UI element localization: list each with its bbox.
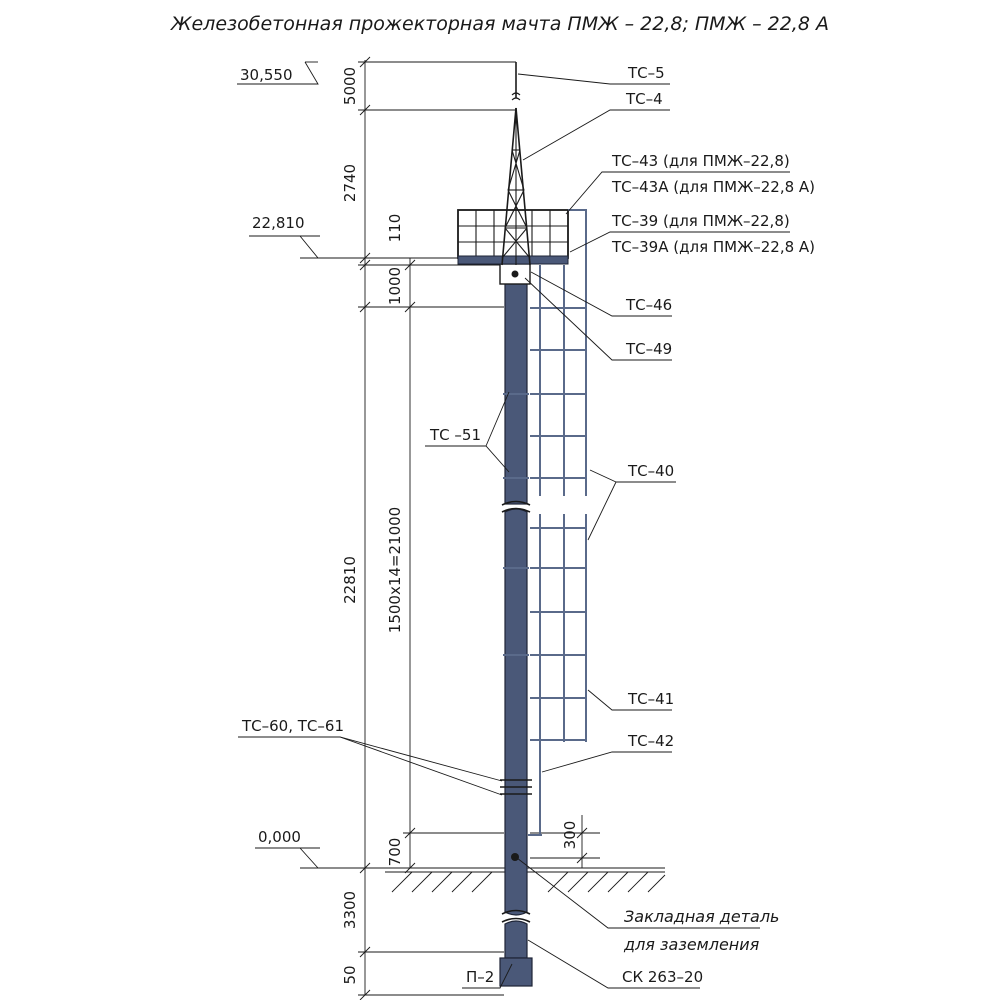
callout-tc51: ТС –51 [430,426,481,444]
callout-embedded-detail: Закладная деталь [624,907,780,926]
elevation-top-label: 30,550 [240,66,293,84]
callout-grounding: для заземления [624,935,760,954]
dim-700: 700 [386,837,404,867]
drawing-title: Железобетонная прожекторная мачта ПМЖ – 22,8; ПМЖ – 22,8 А [171,13,829,35]
callout-ck263: СК 263–20 [622,968,704,986]
callout-tc42: ТС–42 [628,732,675,750]
callout-tc41: ТС–41 [628,690,675,708]
callout-tc49: ТС–49 [626,340,673,358]
callout-tc4: ТС–4 [626,90,663,108]
callout-tc5: ТС–5 [628,64,665,82]
dim-50: 50 [341,965,359,985]
ladder-cage [528,265,586,835]
dim-2740: 2740 [341,163,359,203]
dim-22810: 22810 [341,556,359,604]
elevation-platform-label: 22,810 [252,214,305,232]
dim-110: 110 [386,213,404,243]
elevation-mark-platform [249,214,320,258]
elevation-mark-top [237,62,318,84]
callout-tc60-61: ТС–60, ТС–61 [242,717,344,735]
callout-tc43: ТС–43 (для ПМЖ–22,8) [612,152,790,170]
callout-tc43a: ТС–43А (для ПМЖ–22,8 А) [612,178,816,196]
elevation-mark-ground [255,828,320,868]
dim-1000: 1000 [386,266,404,306]
callout-tc46: ТС–46 [626,296,673,314]
concrete-pole [500,264,532,986]
elevation-ground-label: 0,000 [258,828,301,846]
callout-p2: П–2 [466,968,495,986]
callout-tc39: ТС–39 (для ПМЖ–22,8) [612,212,790,230]
callout-tc40: ТС–40 [628,462,675,480]
dim-1500x14: 1500x14=21000 [386,506,404,634]
callout-tc39a: ТС–39А (для ПМЖ–22,8 А) [612,238,816,256]
dim-3300: 3300 [341,890,359,930]
dim-300: 300 [561,820,579,850]
dim-5000: 5000 [341,66,359,106]
